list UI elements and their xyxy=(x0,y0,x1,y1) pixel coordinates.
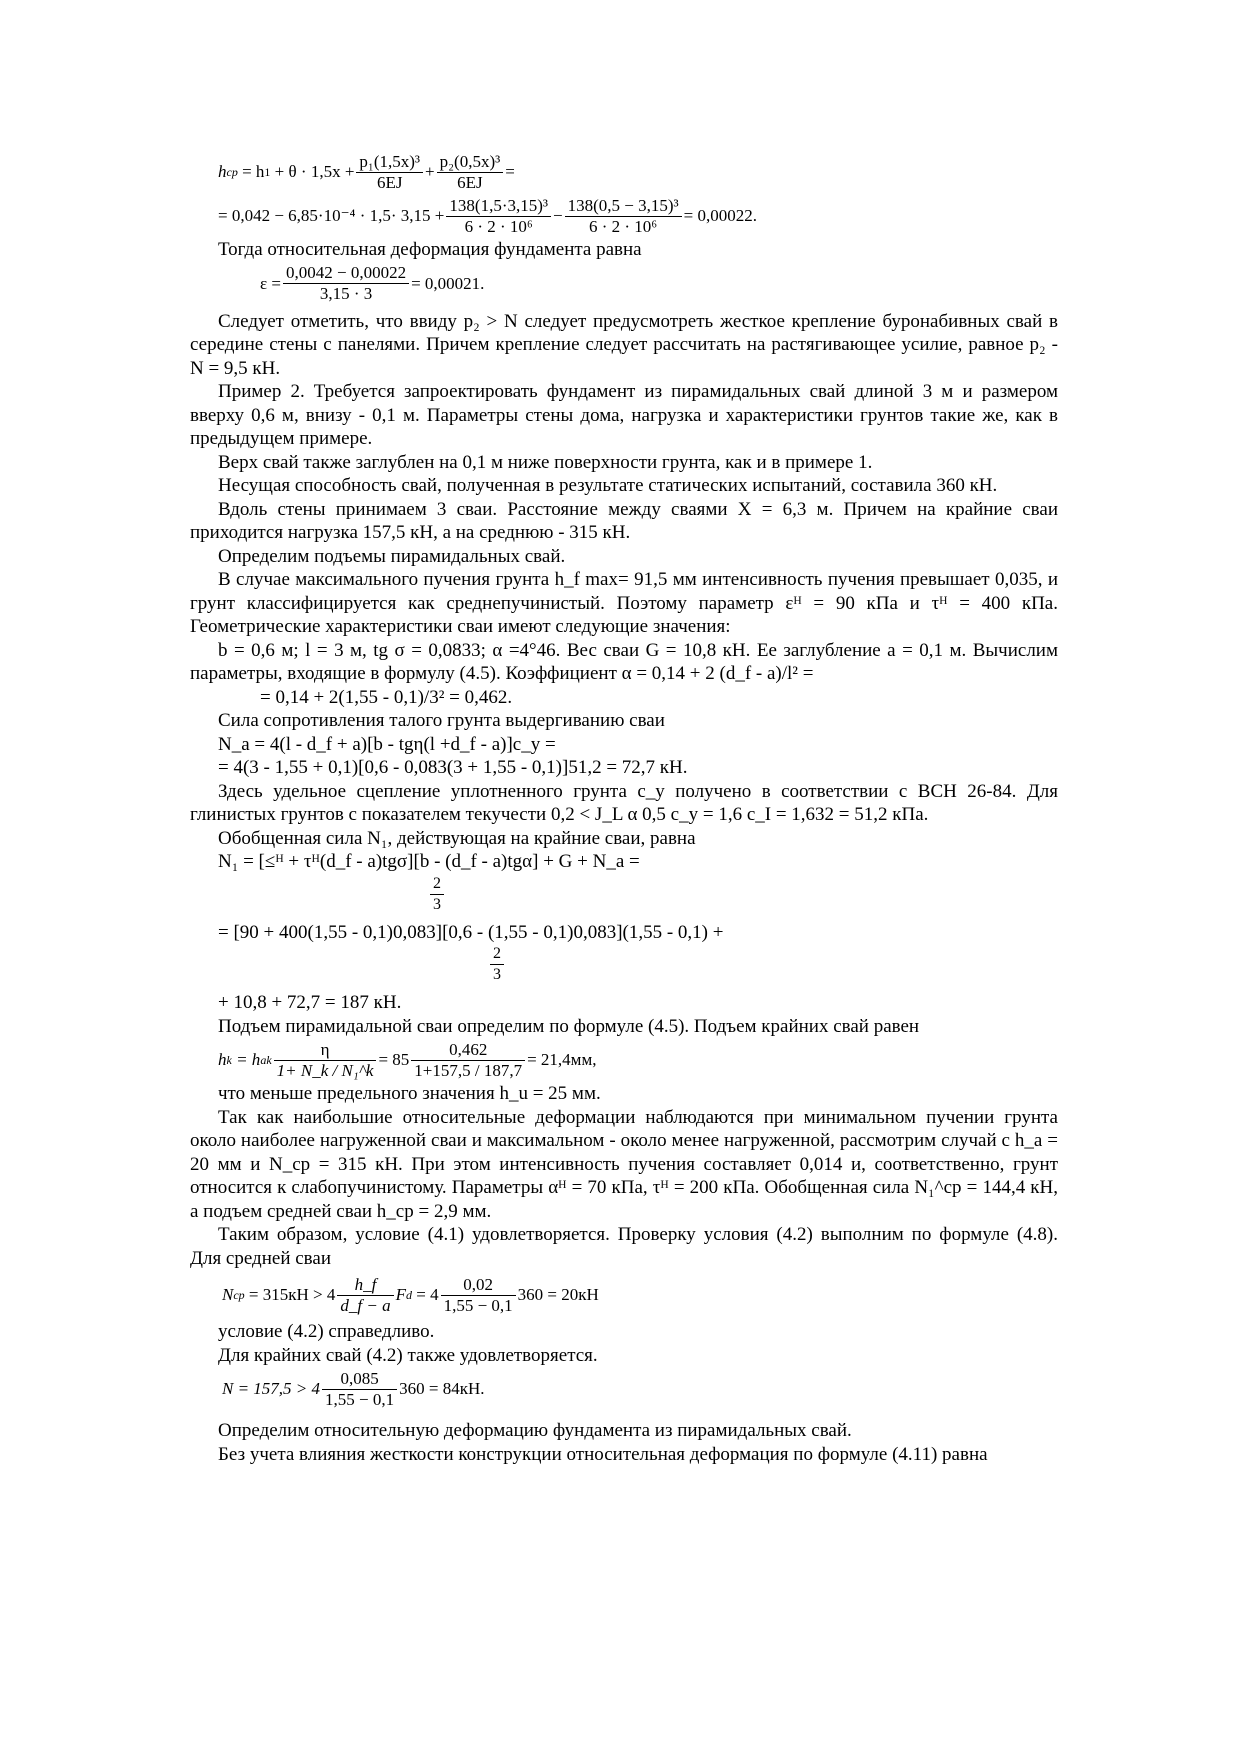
paragraph: = 4(3 - 1,55 + 0,1)[0,6 - 0,083(3 + 1,55 - 0,1)]51,2 = 72,7 кН. xyxy=(218,757,688,778)
formula-text: N = 157,5 > 4 xyxy=(222,1379,321,1399)
numerator: 0,085 xyxy=(322,1369,397,1390)
fraction xyxy=(322,1369,397,1410)
numerator: 138(0,5 − 3,15)³ xyxy=(565,196,682,217)
paragraph: Здесь удельное сцепление уплотненного грунта c_y получено в соответствии с ВСН 26-84. Для глинистых грунтов с показателем текучести 0,2 < J_L α 0,5 c_y = 1,6 c_I = 1,632 = 51,2 кПа. xyxy=(190,780,1058,825)
paragraph: Следует отметить, что ввиду p₂ > N следует предусмотреть жесткое крепление буронабивных свай в середине стены с панелями. Причем крепление следует рассчитать на растягивающее усилие, равное p₂ - N = 9,5 кН. xyxy=(190,310,1058,379)
paragraph: Так как наибольшие относительные деформации наблюдаются при минимальном пучении грунта около наиболее нагруженной сваи и максимальном - около менее нагруженной, рассмотрим случай с h_a = 20 мм и N_cp = 315 кН. При этом интенсивность пучения составляет 0,014 и, соответственно, грунт относится к слабопучинистому. Параметры αᴴ = 70 кПа, τᴴ = 200 кПа. Обобщенная сила N₁^cp = 144,4 кН, а подъем средней сваи h_cp = 2,9 мм. xyxy=(190,1106,1058,1222)
denominator: 3,15 · 3 xyxy=(319,284,373,303)
paragraph: Несущая способность свай, полученная в результате статических испытаний, составила 360 кН. xyxy=(218,475,998,496)
paragraph: N_a = 4(l - d_f + a)[b - tgη(l +d_f - a)]c_y = xyxy=(218,733,556,755)
paragraph: Тогда относительная деформация фундамента равна xyxy=(218,239,642,260)
denominator: 6EJ xyxy=(457,172,483,192)
paragraph: Таким образом, условие (4.1) удовлетворяется. Проверку условия (4.2) выполним по формуле (4.8). Для средней сваи xyxy=(190,1224,1058,1269)
formula-text: F xyxy=(395,1285,406,1305)
formula-text: = 0,042 − 6,85·10⁻⁴ · 1,5· 3,15 + xyxy=(218,206,445,226)
paragraph: N₁ = [≤ᴴ + τᴴ(d_f - a)tgσ][b - (d_f - a)tgα] + G + N_a = xyxy=(218,851,640,872)
paragraph: Обобщенная сила N₁, действующая на крайние сваи, равна xyxy=(218,827,696,849)
paragraph: = 0,14 + 2(1,55 - 0,1)/3² = 0,462. xyxy=(260,686,513,708)
operator: + xyxy=(425,162,435,182)
fraction xyxy=(565,196,682,237)
paragraph: что меньше предельного значения h_u = 25 мм. xyxy=(218,1083,601,1104)
denominator: 6 · 2 · 10⁶ xyxy=(588,216,658,236)
fraction xyxy=(337,1275,393,1316)
frac-denominator: 3 xyxy=(433,895,441,913)
frac-numerator: 2 xyxy=(490,944,504,965)
paragraph: Сила сопротивления талого грунта выдергиванию сваи xyxy=(218,710,665,731)
formula-text: = 4 xyxy=(416,1285,439,1305)
paragraph: = [90 + 400(1,55 - 0,1)0,083][0,6 - (1,55 - 0,1)0,083](1,55 - 0,1) + xyxy=(218,921,724,943)
fraction xyxy=(437,152,504,193)
paragraph: Подъем пирамидальной сваи определим по формуле (4.5). Подъем крайних свай равен xyxy=(218,1015,920,1037)
formula-text: = 85 xyxy=(378,1050,410,1070)
numerator: 0,0042 − 0,00022 xyxy=(283,263,409,284)
fraction xyxy=(446,196,551,237)
fraction xyxy=(356,152,423,193)
numerator: p₂(0,5x)³ xyxy=(437,152,504,173)
denominator: 6 · 2 · 10⁶ xyxy=(464,216,533,236)
formula-text: h xyxy=(218,162,227,182)
fraction xyxy=(441,1275,516,1316)
formula-text: = 315кН > 4 xyxy=(248,1285,336,1305)
formula-text: = h xyxy=(242,162,265,182)
formula-hk: h k = h ak $\frac{\eta}{\text{1+ N\_k / N₁\textasciicircum{}k}}$ = 85 $\frac{0,462}{1+157,5 / 187,7}$ = 21,4мм, xyxy=(218,1039,597,1080)
formula-text: 360 = 84кН. xyxy=(399,1379,485,1399)
formula-text: ε = xyxy=(260,273,281,293)
numerator: η xyxy=(274,1040,377,1061)
fraction xyxy=(283,263,409,304)
formula-hcp-2 xyxy=(190,194,1058,238)
paragraph: Для крайних свай (4.2) также удовлетворяется. xyxy=(218,1344,598,1366)
paragraph: условие (4.2) справедливо. xyxy=(218,1321,435,1342)
formula-ncp: N cp = 315кН > 4 $\frac{h\_f}{d\_f - a}$ F d = 4 $\frac{0,02}{1,55 - 0,1}$ 360 = 20кН xyxy=(222,1274,599,1315)
paragraph: Определим подъемы пирамидальных свай. xyxy=(218,545,566,567)
paragraph: Пример 2. Требуется запроектировать фундамент из пирамидальных свай длиной 3 м и размером вверху 0,6 м, внизу - 0,1 м. Параметры стены дома, нагрузка и характеристики грунтов такие же, как в предыдущем примере. xyxy=(190,381,1058,449)
denominator: 1+157,5 / 187,7 xyxy=(414,1060,523,1080)
frac-numerator: 2 xyxy=(430,874,444,895)
formula-text: h xyxy=(218,1050,227,1070)
operator: − xyxy=(553,206,563,226)
denominator: 1,55 − 0,1 xyxy=(325,1389,395,1409)
small-fraction xyxy=(190,874,1058,915)
numerator: p₁(1,5x)³ xyxy=(356,152,423,173)
paragraph: Без учета влияния жесткости конструкции относительная деформация по формуле (4.11) равна xyxy=(218,1443,988,1465)
formula-text: = h xyxy=(236,1050,261,1070)
formula-text: N xyxy=(222,1285,234,1305)
numerator: 0,462 xyxy=(411,1040,525,1061)
denominator: 1+ N_k / N₁^k xyxy=(276,1060,374,1080)
formula-text: = 0,00021. xyxy=(411,273,485,293)
denominator: 6EJ xyxy=(376,172,403,192)
small-fraction xyxy=(190,944,1058,985)
numerator: h_f xyxy=(337,1275,393,1296)
formula-text: = 21,4мм, xyxy=(527,1050,597,1070)
paragraph: Определим относительную деформацию фундамента из пирамидальных свай. xyxy=(218,1420,852,1441)
paragraph: В случае максимального пучения грунта h_f max= 91,5 мм интенсивность пучения превышает 0,035, и грунт классифицируется как среднепучинистый. Поэтому параметр εᴴ = 90 кПа и τᴴ = 400 кПа. Геометрические характеристики сваи имеют следующие значения: xyxy=(190,569,1058,637)
numerator: 0,02 xyxy=(441,1275,516,1296)
denominator: 1,55 − 0,1 xyxy=(443,1295,513,1315)
document-page xyxy=(190,150,1058,1466)
frac-denominator: 3 xyxy=(493,966,501,983)
paragraph: Вдоль стены принимаем 3 сваи. Расстояние между сваями X = 6,3 м. Причем на крайние сваи приходится нагрузка 157,5 кН, а на среднюю - 315 кН. xyxy=(190,498,1058,543)
formula-text: 360 = 20кН xyxy=(517,1285,599,1305)
denominator: d_f − a xyxy=(340,1295,391,1315)
formula-text: + θ · 1,5x + xyxy=(274,162,355,182)
paragraph: b = 0,6 м; l = 3 м, tg σ = 0,0833; α =4°46. Вес сваи G = 10,8 кН. Ее заглубление a = 0,1 м. Вычислим параметры, входящие в формулу (4.5). Коэффициент α = 0,14 + 2 (d_f - a)/l² = xyxy=(190,639,1058,684)
paragraph: Верх свай также заглублен на 0,1 м ниже поверхности грунта, как и в примере 1. xyxy=(218,451,873,473)
operator: = xyxy=(505,162,515,182)
formula-n xyxy=(190,1367,1058,1411)
formula-text: = 0,00022. xyxy=(683,206,757,226)
formula-hcp-1: h cp = h 1 + θ · 1,5x + $\frac{\text{p₁(1,5x)³}}{6EJ}$ + $\frac{\text{p₂(0,5x)³}}{6EJ}$ = xyxy=(218,151,515,192)
fraction xyxy=(411,1040,525,1081)
fraction xyxy=(274,1040,377,1081)
formula-eps xyxy=(190,262,1058,306)
paragraph: + 10,8 + 72,7 = 187 кН. xyxy=(218,992,402,1013)
numerator: 138(1,5·3,15)³ xyxy=(446,196,551,217)
